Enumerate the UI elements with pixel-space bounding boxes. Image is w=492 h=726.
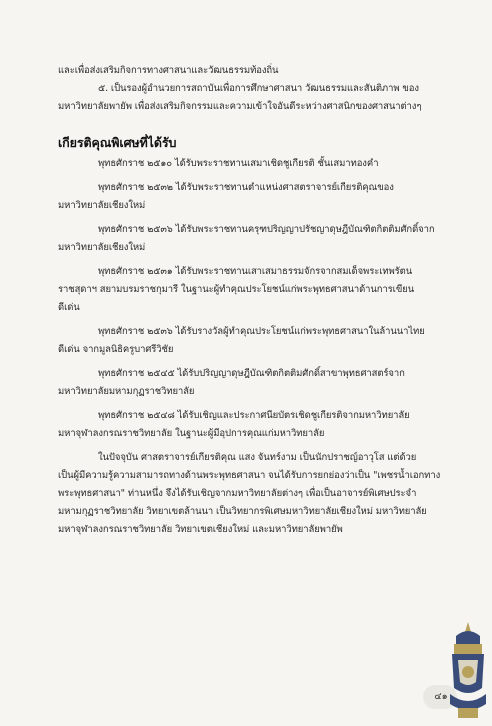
text-line: พุทธศักราช ๒๕๔๕ ได้รับปริญญาดุษฎีบัณฑิตกิตติมศักดิ์สาขาพุทธศาสตร์จาก bbox=[98, 368, 405, 379]
text-line: มหาวิทยาลัยเชียงใหม่ bbox=[58, 242, 146, 253]
text-line: มหามกุฏราชวิทยาลัย วิทยาเขตล้านนา เป็นวิทยากรพิเศษมหาวิทยาลัยเชียงใหม่ มหาวิทยาลัย bbox=[58, 506, 427, 517]
text-line: มหาวิทยาลัยมหามกุฏราชวิทยาลัย bbox=[58, 386, 195, 397]
text-line: ในปัจจุบัน ศาสตราจารย์เกียรติคุณ แสง จันทร์งาม เป็นนักปราชญ์อาวุโส แต่ด้วย bbox=[98, 452, 417, 463]
section-heading: เกียรติคุณพิเศษที่ได้รับ bbox=[58, 135, 177, 150]
text-line: มหาวิทยาลัยพายัพ เพื่อส่งเสริมกิจกรรมและความเข้าใจอันดีระหว่างศาสนิกของศาสนาต่างๆ bbox=[58, 101, 422, 112]
text-line: มหาจุฬาลงกรณราชวิทยาลัย ในฐานะผู้มีอุปการคุณแก่มหาวิทยาลัย bbox=[58, 428, 325, 439]
text-line: พุทธศักราช ๒๕๓๑ ได้รับพระราชทานเสาเสมาธรรมจักรจากสมเด็จพระเทพรัตน bbox=[98, 266, 413, 277]
text-line: มหาจุฬาลงกรณราชวิทยาลัย วิทยาเขตเชียงใหม่ และมหาวิทยาลัยพายัพ bbox=[58, 524, 343, 535]
text-line: พุทธศักราช ๒๕๑๐ ได้รับพระราชทานเสมาเชิดชูเกียรติ ชั้นเสมาทองคำ bbox=[98, 158, 379, 169]
text-line: พุทธศักราช ๒๕๓๖ ได้รับพระราชทานครุฑปริญญาปรัชญาดุษฎีบัณฑิตกิตติมศักดิ์จาก bbox=[98, 224, 435, 235]
text-line: พระพุทธศาสนา" ท่านหนึ่ง จึงได้รับเชิญจากมหาวิทยาลัยต่างๆ เพื่อเป็นอาจารย์พิเศษประจำ bbox=[58, 488, 417, 499]
text-line: พุทธศักราช ๒๕๓๖ ได้รับรางวัลผู้ทำคุณประโยชน์แก่พระพุทธศาสนาในล้านนาไทย bbox=[98, 326, 425, 337]
page-number: ๔๑ bbox=[434, 691, 448, 702]
text-line: ดีเด่น bbox=[58, 302, 80, 313]
text-line: และเพื่อส่งเสริมกิจการทางศาสนาและวัฒนธรรมท้องถิ่น bbox=[58, 65, 279, 76]
seal-graphic bbox=[450, 622, 486, 718]
text-line: ๕. เป็นรองผู้อำนวยการสถาบันเพื่อการศึกษาศาสนา วัฒนธรรมและสันติภาพ ของ bbox=[98, 83, 419, 94]
text-line: ดีเด่น จากมูลนิธิครูบาศรีวิชัย bbox=[58, 344, 174, 355]
text-line: พุทธศักราช ๒๕๔๘ ได้รับเชิญและประกาศนียบัตรเชิดชูเกียรติจากมหาวิทยาลัย bbox=[98, 410, 410, 421]
text-line: ราชสุดาฯ สยามบรมราชกุมารี ในฐานะผู้ทำคุณประโยชน์แก่พระพุทธศาสนาด้านการเขียน bbox=[58, 284, 415, 295]
text-line: เป็นผู้มีความรู้ความสามารถทางด้านพระพุทธศาสนา จนได้รับการยกย่องว่าเป็น "เพชรน้ำเอกทาง bbox=[58, 470, 440, 481]
text-line: มหาวิทยาลัยเชียงใหม่ bbox=[58, 200, 146, 211]
university-seal-icon bbox=[446, 618, 490, 724]
text-line: พุทธศักราช ๒๕๓๒ ได้รับพระราชทานตำแหน่งศาสตราจารย์เกียรติคุณของ bbox=[98, 182, 394, 193]
